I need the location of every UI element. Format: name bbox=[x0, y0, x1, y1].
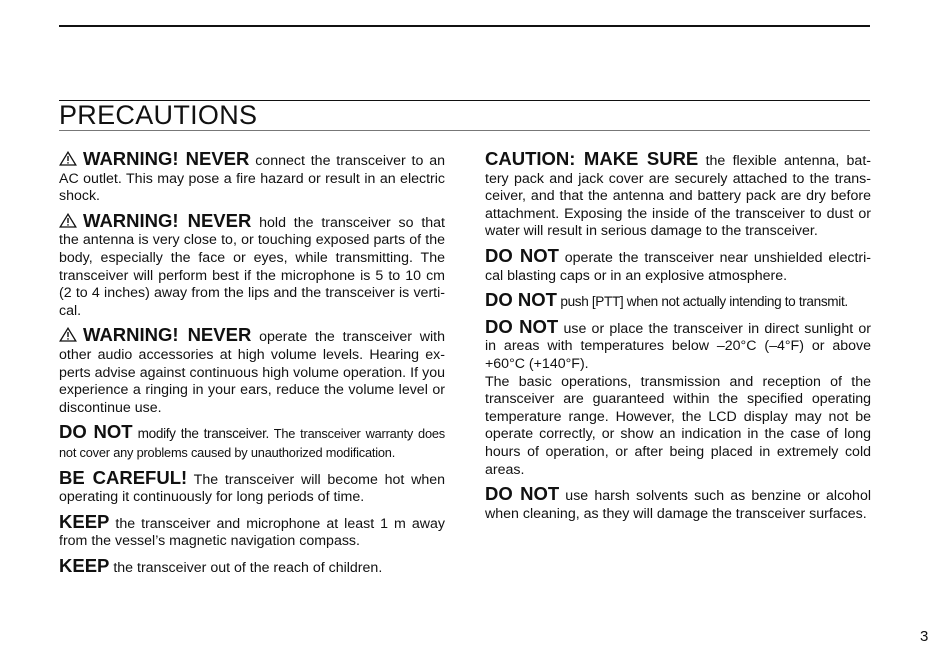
header-rule bbox=[59, 25, 870, 27]
precaution-item bbox=[485, 291, 871, 312]
precaution-text: The transceiver will become hot when operating it continuously for long periods of time. bbox=[59, 471, 445, 506]
precaution-item bbox=[485, 485, 871, 523]
precaution-text: use or place the transceiver in direct sunlight or in areas with temperatures below –20°C (–4°F) or above +60°C (+140°F). bbox=[485, 320, 871, 372]
warning-triangle-icon bbox=[59, 213, 77, 228]
page-number: 3 bbox=[920, 628, 929, 645]
precaution-item bbox=[59, 554, 445, 578]
precaution-text: the transceiver and microphone at least 1 m away from the vessel’s magnetic navigation compass. bbox=[59, 515, 445, 550]
precaution-item bbox=[485, 315, 871, 479]
page-title: PRECAUTIONS bbox=[59, 100, 258, 130]
precaution-item bbox=[59, 510, 445, 551]
keyword: WARNING! NEVER bbox=[83, 209, 252, 231]
precaution-text-secondary: The basic operations, transmission and reception of the transceiver are guaranteed within the specified operating temperature range. However, the LCD display may not be operate correctly, or show an indication in the case of long hours of operation, or after being placed in extremely cold areas. bbox=[485, 373, 871, 478]
keyword: WARNING! NEVER bbox=[83, 148, 250, 169]
title-rule-bottom bbox=[59, 130, 870, 131]
keyword: DO NOT bbox=[485, 483, 560, 505]
left-column bbox=[59, 150, 445, 583]
precaution-item bbox=[485, 244, 871, 285]
keyword: KEEP bbox=[59, 510, 110, 532]
keyword: DO NOT bbox=[59, 421, 133, 443]
precaution-text: the transceiver out of the reach of children. bbox=[109, 559, 383, 576]
precaution-item bbox=[59, 150, 445, 206]
precaution-text: use harsh solvents such as benzine or alcohol when cleaning, as they will damage the transceiver surfaces. bbox=[485, 488, 871, 522]
keyword: DO NOT bbox=[485, 289, 557, 311]
keyword: DO NOT bbox=[485, 315, 559, 337]
precaution-item bbox=[485, 150, 871, 241]
warning-triangle-icon bbox=[59, 151, 77, 166]
precaution-text: hold the transceiver so that the antenna is very close to, or touching exposed parts of the body, especially the face or eyes, while transmitting. The transceiver will perform best if the microphone is 5 to 10 cm (2 to 4 inches) away from the lips and the transceiver is verti-cal. bbox=[59, 214, 445, 319]
precaution-item bbox=[59, 423, 445, 462]
keyword: WARNING! NEVER bbox=[83, 324, 252, 346]
precaution-text: connect the transceiver to an AC outlet. This may pose a fire hazard or result in an electric shock. bbox=[59, 153, 445, 205]
keyword: BE CAREFUL! bbox=[59, 466, 188, 488]
precaution-text: push [PTT] when not actually intending to transmit. bbox=[556, 294, 848, 310]
precaution-text: operate the transceiver with other audio accessories at high volume levels. Hearing ex-perts advise against continuous high volume operation. If you experience a ringing in your ears, reduce the volume level or discontinue use. bbox=[59, 329, 445, 416]
keyword: CAUTION: MAKE SURE bbox=[485, 148, 699, 169]
precaution-item bbox=[59, 326, 445, 417]
precaution-text: operate the transceiver near unshielded electri-cal blasting caps or in an explosive atmosphere. bbox=[485, 249, 871, 284]
precaution-item bbox=[59, 209, 445, 321]
keyword: KEEP bbox=[59, 554, 110, 576]
keyword: DO NOT bbox=[485, 244, 559, 266]
precaution-text: the flexible antenna, bat-tery pack and jack cover are securely attached to the trans-ceiver, and that the antenna and battery pack are dry before attachment. Exposing the inside of the transceiver to dust or water will result in serious damage to the transceiver. bbox=[485, 153, 871, 240]
precaution-text-secondary: The transceiver warranty does not cover any problems caused by unauthorized modification. bbox=[59, 426, 445, 460]
precaution-item bbox=[59, 466, 445, 507]
precaution-text: modify the transceiver. bbox=[132, 426, 269, 442]
right-column bbox=[485, 150, 871, 529]
warning-triangle-icon bbox=[59, 327, 77, 342]
